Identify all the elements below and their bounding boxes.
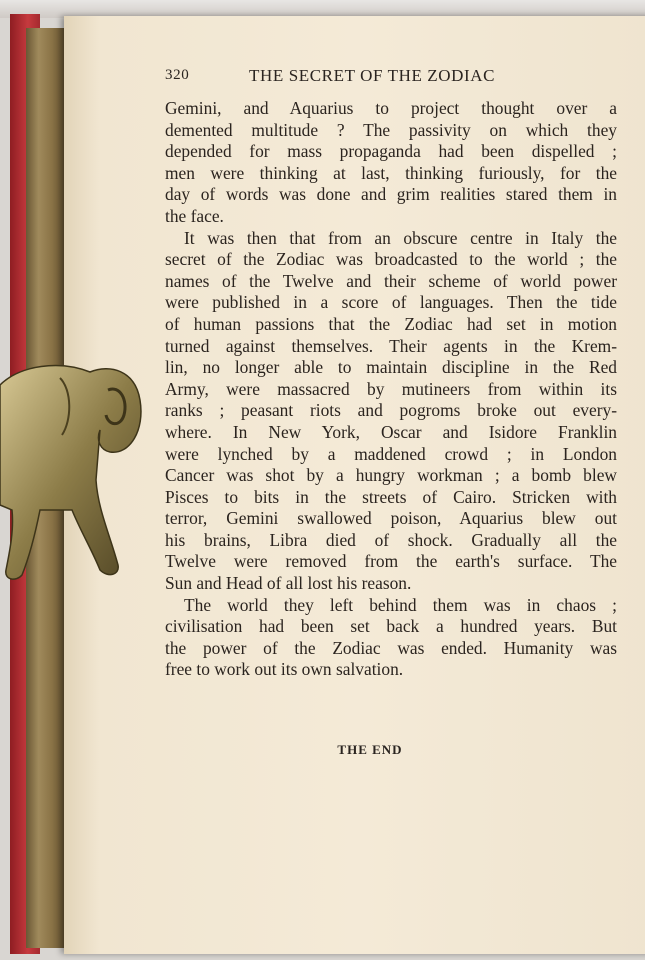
text-line: where. In New York, Oscar and Isidore Franklin [165,421,617,442]
text-line: Sun and Head of all lost his reason. [165,573,412,594]
text-line: Cancer was shot by a hungry workman ; a bomb blew [165,465,617,486]
page-number: 320 [165,67,190,83]
text-line: the face. [165,205,224,226]
text-line: men were thinking at last, thinking furiously, for the [165,162,617,183]
text-line: were lynched by a maddened crowd ; in London [165,443,617,464]
text-line: lin, no longer able to maintain discipline in the Red [165,357,617,378]
elephant-bookmark-icon [0,360,150,585]
text-line: of human passions that the Zodiac had set in motion [165,313,617,334]
text-line: were published in a score of languages. Then the tide [165,292,617,313]
running-title: THE SECRET OF THE ZODIAC [249,66,496,85]
text-line: Army, were massacred by mutineers from within its [165,378,617,399]
text-line: Twelve were removed from the earth's surface. The [165,551,617,572]
text-line: demented multitude ? The passivity on which they [165,119,617,140]
text-line: depended for mass propaganda had been dispelled ; [165,141,617,162]
text-line: Pisces to bits in the streets of Cairo. Stricken with [165,486,617,507]
text-line: ranks ; peasant riots and pogroms broke out every- [165,400,617,421]
text-line: the power of the Zodiac was ended. Humanity was [165,637,617,658]
text-line: The world they left behind them was in chaos ; [184,594,617,615]
text-line: secret of the Zodiac was broadcasted to the world ; the [165,249,617,270]
text-line: names of the Twelve and their scheme of world power [165,270,617,291]
text-line: his brains, Libra died of shock. Gradually all the [165,529,617,550]
text-line: It was then that from an obscure centre in Italy the [184,227,617,248]
text-line: civilisation had been set back a hundred years. But [165,616,617,637]
text-line: Gemini, and Aquarius to project thought over a [165,98,617,118]
page-text [165,98,617,681]
text-line: free to work out its own salvation. [165,659,404,680]
text-line: turned against themselves. Their agents in the Krem- [165,335,617,356]
end-text: THE END [337,742,403,757]
text-line: terror, Gemini swallowed poison, Aquarius blew out [165,508,617,529]
text-line: day of words was done and grim realities stared them in [165,184,617,205]
